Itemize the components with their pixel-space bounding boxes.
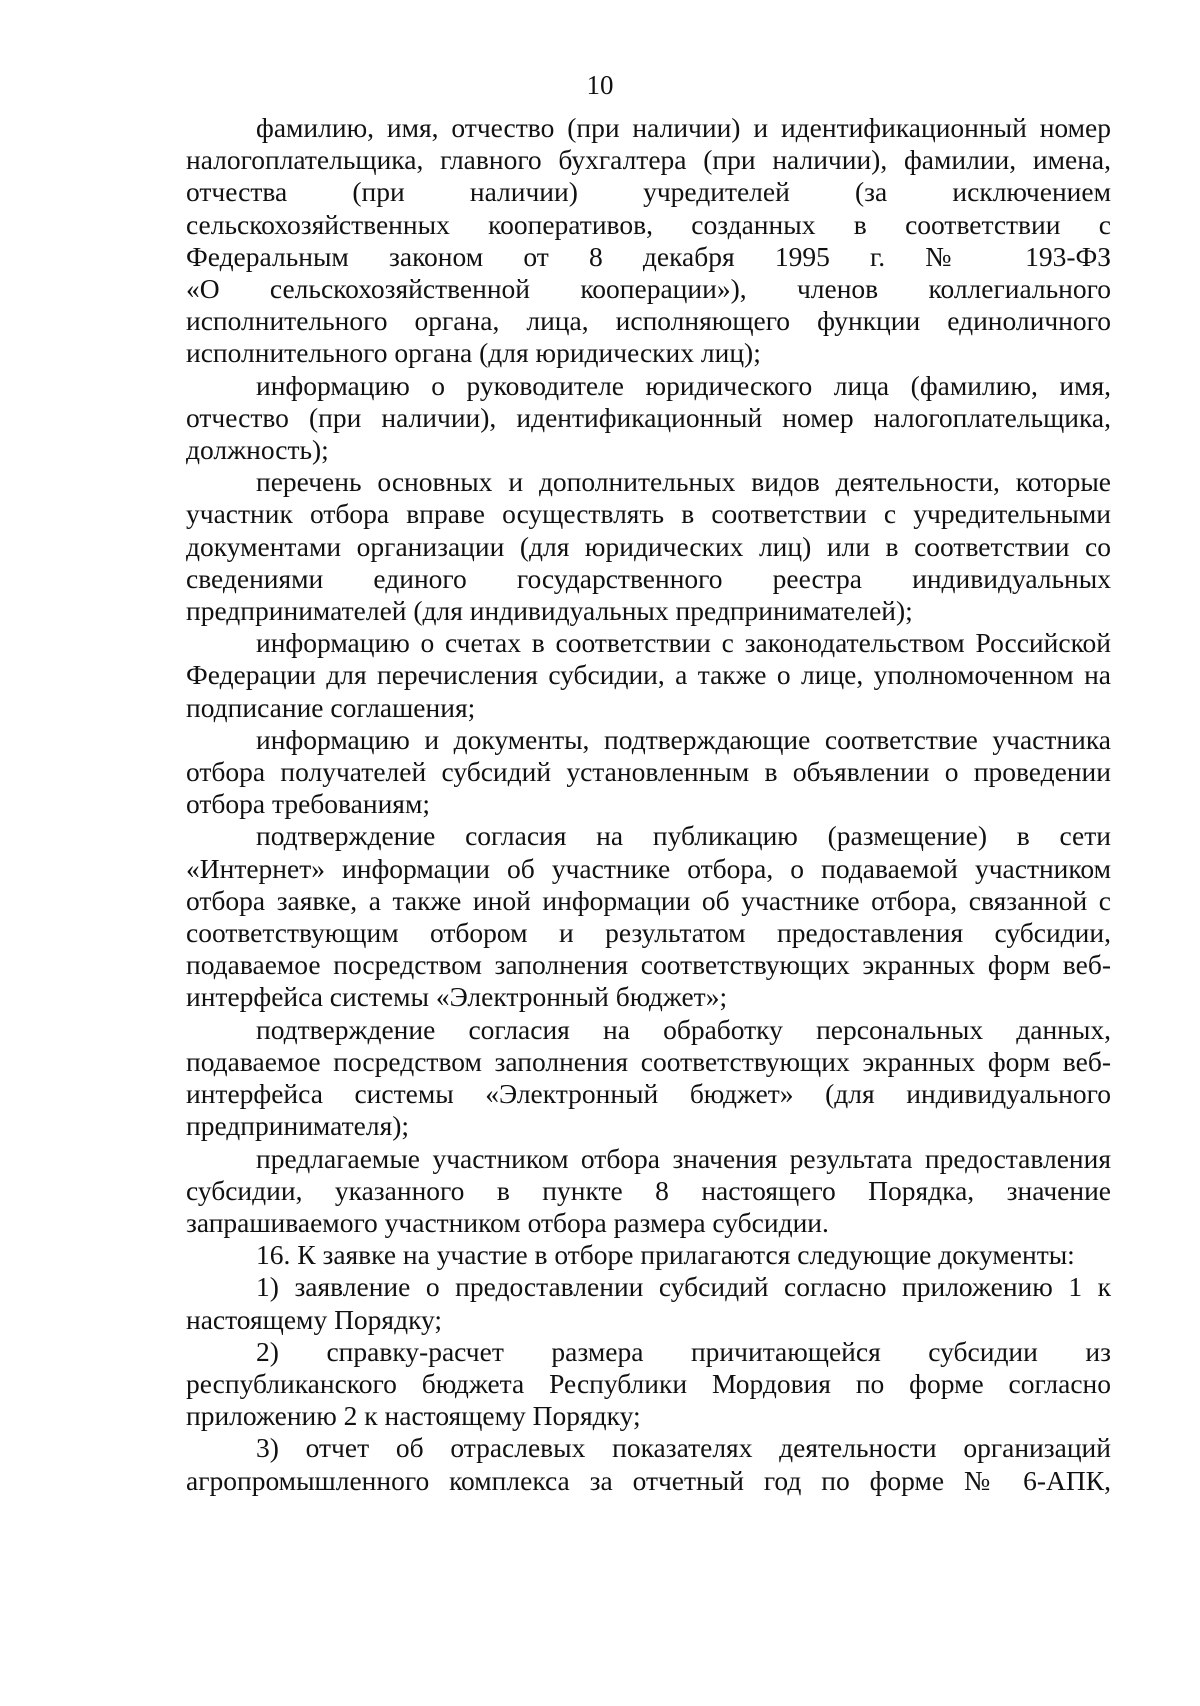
text-line: 16. К заявке на участие в отборе прилагаются следующие документы: (256, 1239, 1075, 1271)
text-line: интерфейса системы «Электронный бюджет» (для индивидуального (186, 1078, 1111, 1110)
text-line: предпринимателя); (186, 1110, 410, 1142)
text-line: фамилию, имя, отчество (при наличии) и идентификационный номер (256, 112, 1111, 143)
text-line: соответствующим отбором и результатом предоставления субсидии, (186, 917, 1111, 949)
text-line: 3) отчет об отраслевых показателях деятельности организаций (256, 1432, 1111, 1464)
text-line: информацию о руководителе юридического лица (фамилию, имя, (256, 369, 1111, 401)
text-line: информацию и документы, подтверждающие соответствие участника (256, 723, 1111, 755)
text-line: сведениями единого государственного реестра индивидуальных (186, 562, 1111, 594)
text-line: отбора получателей субсидий установленным в объявлении о проведении (186, 756, 1111, 788)
paragraph (186, 370, 1111, 467)
paragraph (186, 627, 1111, 724)
paragraph (186, 112, 1111, 370)
text-line: сельскохозяйственных кооперативов, созданных в соответствии с (186, 208, 1111, 240)
text-line: налогоплательщика, главного бухгалтера (при наличии), фамилии, имена, (186, 144, 1111, 176)
text-line: подписание соглашения; (186, 691, 476, 723)
paragraph (186, 724, 1111, 821)
text-line: участник отбора вправе осуществлять в соответствии с учредительными (186, 498, 1111, 530)
text-line: запрашиваемого участником отбора размера субсидии. (186, 1206, 829, 1238)
text-line: предлагаемые участником отбора значения результата предоставления (256, 1142, 1111, 1174)
text-line: документами организации (для юридических лиц) или в соответствии со (186, 530, 1111, 562)
page-number: 10 (586, 70, 614, 100)
text-line: подтверждение согласия на обработку персональных данных, (256, 1013, 1111, 1045)
paragraph (186, 1336, 1111, 1433)
text-line: должность); (186, 434, 329, 466)
text-line: предпринимателей (для индивидуальных предпринимателей); (186, 595, 913, 627)
text-line: перечень основных и дополнительных видов деятельности, которые (256, 466, 1111, 498)
text-line: «Интернет» информации об участнике отбора, о подаваемой участником (186, 852, 1111, 884)
paragraph (186, 1239, 1111, 1271)
text-line: отчество (при наличии), идентификационный номер налогоплательщика, (186, 401, 1111, 433)
text-line: Федеральным законом от 8 декабря 1995 г. № 193-ФЗ (186, 240, 1111, 272)
text-line: Федерации для перечисления субсидии, а также о лице, уполномоченном на (186, 659, 1111, 691)
text-line: отбора заявке, а также иной информации об участнике отбора, связанной с (186, 884, 1111, 916)
document-body (186, 112, 1111, 1497)
text-line: информацию о счетах в соответствии с законодательством Российской (256, 627, 1111, 659)
text-line: отчества (при наличии) учредителей (за исключением (186, 176, 1111, 208)
text-line: подаваемое посредством заполнения соответствующих экранных форм веб- (186, 949, 1111, 981)
text-line: «О сельскохозяйственной кооперации»), членов коллегиального (186, 273, 1111, 305)
text-line: подтверждение согласия на публикацию (размещение) в сети (256, 820, 1111, 852)
text-line: интерфейса системы «Электронный бюджет»; (186, 981, 728, 1013)
text-line: 2) справку-расчет размера причитающейся субсидии из (256, 1335, 1111, 1367)
text-line: субсидии, указанного в пункте 8 настоящего Порядка, значение (186, 1174, 1111, 1206)
paragraph (186, 1432, 1111, 1496)
text-line: приложению 2 к настоящему Порядку; (186, 1400, 641, 1432)
paragraph (186, 1014, 1111, 1143)
text-line: настоящему Порядку; (186, 1303, 443, 1335)
text-line: исполнительного органа, лица, исполняющего функции единоличного (186, 305, 1111, 337)
text-line: агропромышленного комплекса за отчетный год по форме № 6-АПК, (186, 1464, 1111, 1496)
paragraph (186, 466, 1111, 627)
paragraph (186, 1143, 1111, 1240)
text-line: 1) заявление о предоставлении субсидий согласно приложению 1 к (256, 1271, 1111, 1303)
paragraph (186, 820, 1111, 1013)
text-line: подаваемое посредством заполнения соответствующих экранных форм веб- (186, 1045, 1111, 1077)
text-line: отбора требованиям; (186, 788, 430, 820)
paragraph (186, 1271, 1111, 1335)
text-line: исполнительного органа (для юридических лиц); (186, 337, 761, 369)
text-line: республиканского бюджета Республики Мордовия по форме согласно (186, 1367, 1111, 1399)
